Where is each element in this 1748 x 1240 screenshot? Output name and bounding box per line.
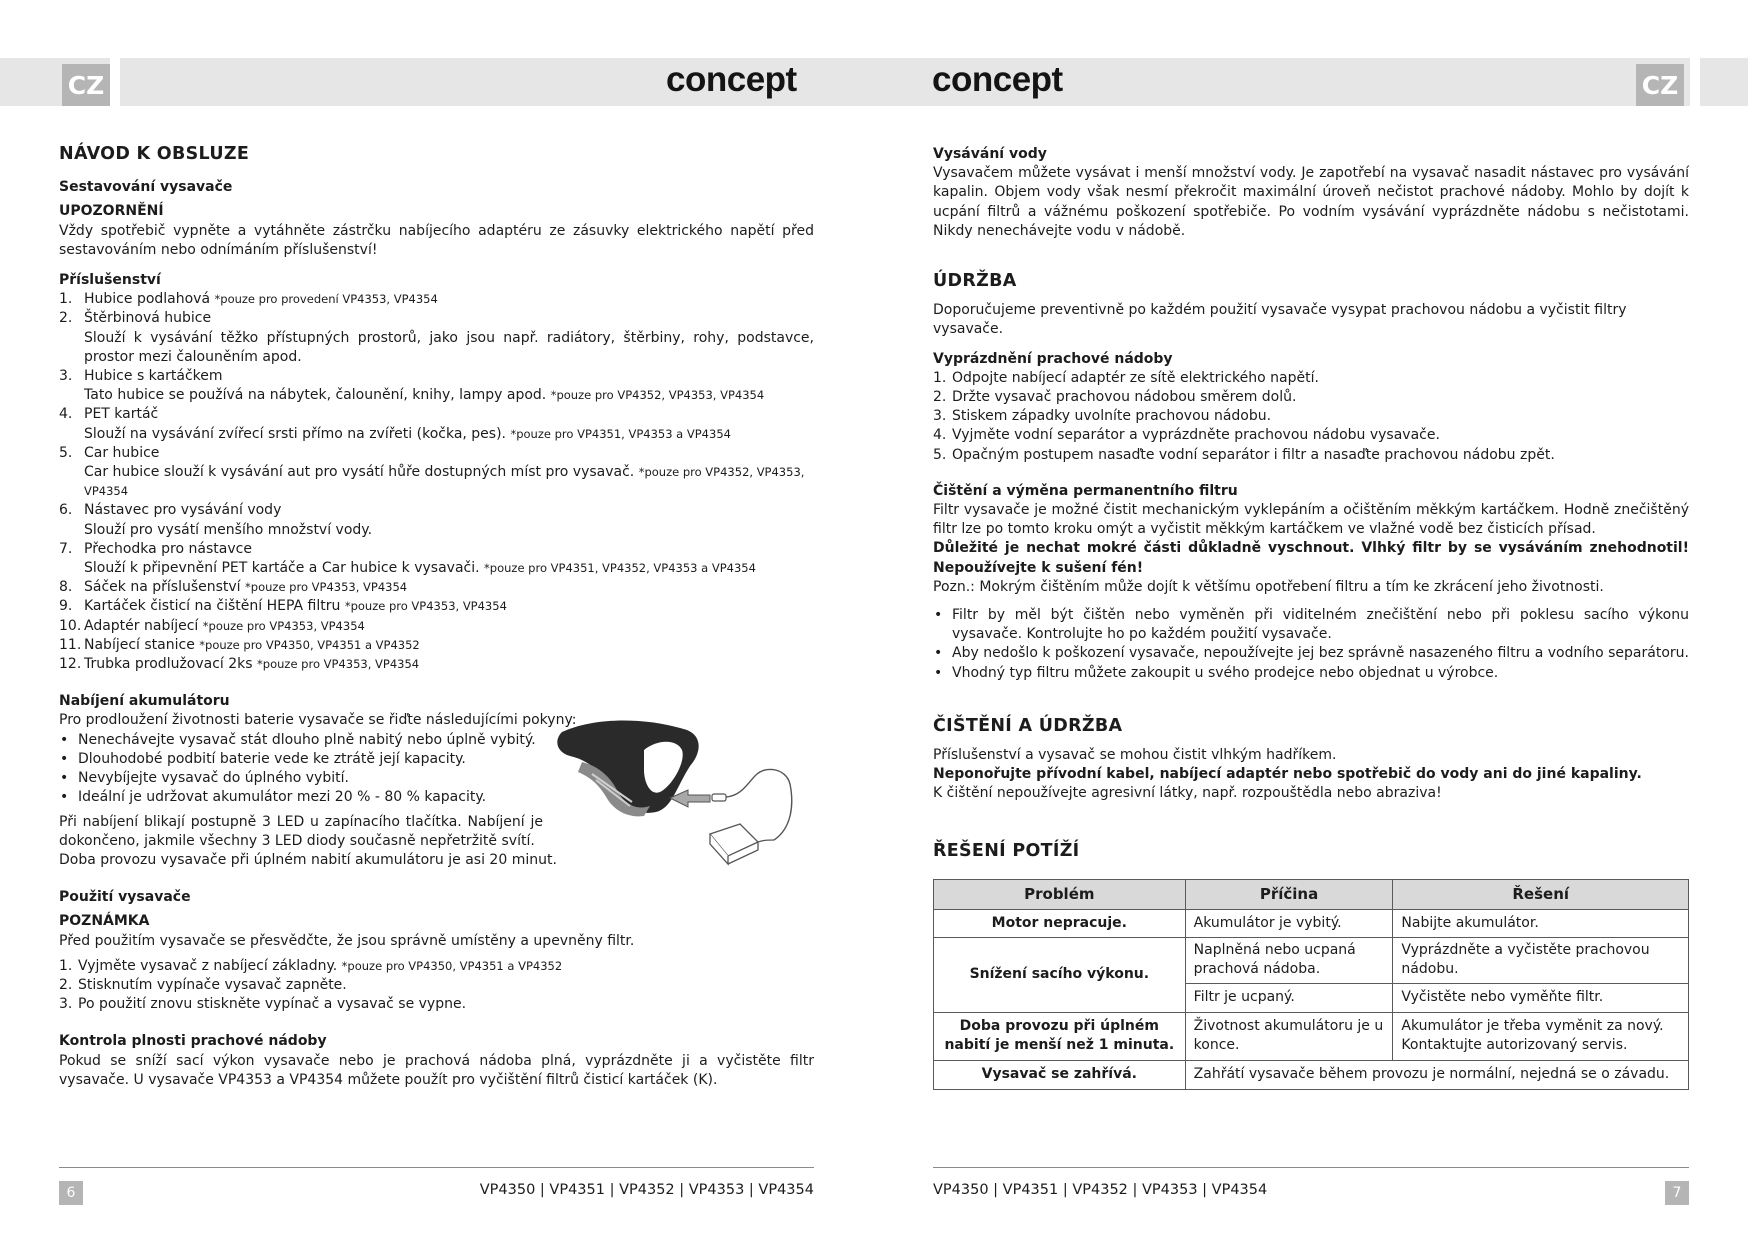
list-item: 2. Štěrbinová hubice Slouží k vysávání těžko přístupných prostorů, jako jsou např. radiátory, štěrbiny, rohy, podstavce, prostor mezi čalouněním apod. [59,310,814,365]
column-header: Řešení [1393,879,1689,909]
column-header: Příčina [1185,879,1393,909]
list-item: 1. Hubice podlahová *pouze pro provedení VP4353, VP4354 [59,291,438,308]
usage-note-text: Před použitím vysavače se přesvědčte, že jsou správně umístěny a upevněny filtr. [59,932,635,949]
list-item: 5. Opačným postupem nasaďte vodní separátor i filtr a nasaďte prachovou nádobu zpět. [933,446,1555,463]
page-number-right: 7 [1665,1181,1689,1205]
charger-adapter-icon [710,770,792,865]
usage-note-label: POZNÁMKA [59,913,150,930]
page-title-instructions: NÁVOD K OBSLUZE [59,144,250,164]
list-item: • Aby nedošlo k poškození vysavače, nepoužívejte jej bez správně nasazeného filtru a vodního separátoru. [933,644,1689,663]
table-row [934,1012,1689,1060]
right-page [933,140,1689,1090]
filter-warning: Důležité je nechat mokré části důkladně vyschnout. Vlhký filtr by se vysáváním znehodnotil! Nepoužívejte k sušení fén! [933,540,1689,576]
cause-cell: Filtr je ucpaný. [1185,983,1393,1012]
list-item: 4. Vyjměte vodní separátor a vyprázdněte prachovou nádobu vysavače. [933,427,1440,444]
badge-gap-left [110,58,120,106]
table-header-row [934,879,1689,909]
list-item: 12. Trubka prodlužovací 2ks *pouze pro VP4353, VP4354 [59,656,420,673]
list-item: 3. Stiskem západky uvolníte prachovou nádobu. [933,408,1272,425]
list-item: • Dlouhodobé podbití baterie vede ke ztrátě její kapacity. [59,750,559,769]
charging-intro: Pro prodloužení životnosti baterie vysavače se řiďte následujícími pokyny: [59,712,577,729]
maintenance-title: ÚDRŽBA [933,271,1017,292]
list-item: 6. Nástavec pro vysávání vody Slouží pro vysátí menšího množství vody. [59,502,373,538]
model-list-right: VP4350 | VP4351 | VP4352 | VP4353 | VP4354 [933,1182,1268,1198]
list-item: • Ideální je udržovat akumulátor mezi 20 % - 80 % kapacity. [59,788,559,807]
table-row [934,909,1689,937]
usage-heading: Použití vysavače [59,889,191,906]
filter-bullets [933,606,1689,683]
problem-cell: Snížení sacího výkonu. [934,937,1186,1012]
troubleshooting-title: ŘEŠENÍ POTÍŽÍ [933,840,1080,861]
empty-heading: Vyprázdnění prachové nádoby [933,350,1173,367]
solution-cell: Akumulátor je třeba vyměnit za nový. Kontaktujte autorizovaný servis. [1393,1012,1689,1060]
filter-text: Filtr vysavače je možné čistit mechanickým vyklepáním a očištěním měkkým kartáčkem. Hodně znečištěný filtr lze po tomto kroku omýt a vyčistit měkkým kartáčkem ve vlažné vodě bez čisticích přísad. [933,502,1689,538]
model-list-left: VP4350 | VP4351 | VP4352 | VP4353 | VP4354 [479,1182,814,1198]
list-item: 3. Hubice s kartáčkem Tato hubice se používá na nábytek, čalounění, knihy, lampy apod. *pouze pro VP4352, VP4353, VP4354 [59,368,765,404]
filter-heading: Čištění a výměna permanentního filtru [933,482,1238,499]
table-row [934,937,1689,983]
list-item: • Filtr by měl být čištěn nebo vyměněn při viditelném znečištění nebo při poklesu sacího výkonu vysavače. Kontrolujte ho po každém použití vysavače. [933,606,1689,644]
charging-heading: Nabíjení akumulátoru [59,693,230,710]
runtime-text: Doba provozu vysavače při úplném nabití akumulátoru je asi 20 minut. [59,851,557,868]
list-item: 2. Stisknutím vypínače vysavač zapněte. [59,976,347,993]
list-item: • Vhodný typ filtru můžete zakoupit u svého prodejce nebo objednat u výrobce. [933,664,1689,683]
solution-cell: Vyčistěte nebo vyměňte filtr. [1393,983,1689,1012]
cause-cell: Akumulátor je vybitý. [1185,909,1393,937]
list-item: 3. Po použití znovu stiskněte vypínač a vysavač se vypne. [59,996,467,1013]
brand-logo-right: concept [932,60,1063,99]
arrow-icon [670,790,710,807]
list-item: • Nevybíjejte vysavač do úplného vybití. [59,769,559,788]
list-item: 5. Car hubice Car hubice slouží k vysávání aut pro vysátí hůře dostupných míst pro vysavač. *pouze pro VP4352, VP4353, VP4354 [59,444,805,499]
cleaning-title: ČIŠTĚNÍ A ÚDRŽBA [933,715,1123,736]
list-item: 1. Vyjměte vysavač z nabíjecí základny. *pouze pro VP4350, VP4351 a VP4352 [59,957,563,974]
language-badge-left: CZ [62,64,110,106]
solution-cell: Nabijte akumulátor. [1393,909,1689,937]
charging-bullets [59,731,559,808]
page-number-left: 6 [59,1181,83,1205]
filter-note: Pozn.: Mokrým čištěním může dojít k většímu opotřebení filtru a tím ke zkrácení jeho životnosti. [933,578,1604,595]
problem-cell: Vysavač se zahřívá. [934,1060,1186,1089]
warning-text: Vždy spotřebič vypněte a vytáhněte zástrčku nabíjecího adaptéru ze zásuvky elektrického napětí před sestavováním nebo odnímáním příslušenství! [59,222,814,258]
badge-gap-right [1690,58,1700,106]
column-header: Problém [934,879,1186,909]
list-item: 9. Kartáček čisticí na čištění HEPA filtru *pouze pro VP4353, VP4354 [59,598,507,615]
list-item: 8. Sáček na příslušenství *pouze pro VP4353, VP4354 [59,579,408,596]
table-row [934,1060,1689,1089]
led-text: Při nabíjení blikají postupně 3 LED u zapínacího tlačítka. Nabíjení je dokončeno, jakmile všechny 3 LED diody současně nepřetržitě svítí. [59,813,543,849]
list-item: 4. PET kartáč Slouží na vysávání zvířecí srsti přímo na zvířeti (kočka, pes). *pouze pro VP4351, VP4353 a VP4354 [59,406,731,442]
list-item: • Nenechávejte vysavač stát dlouho plně nabitý nebo úplně vybitý. [59,731,559,750]
empty-steps [933,369,1689,465]
left-page [59,140,814,1090]
charging-illustration [552,716,822,866]
charging-section [59,692,814,870]
dust-text: Pokud se sníží sací výkon vysavače nebo je prachová nádoba plná, vyprázdněte ji a vyčistěte filtr vysavače. U vysavače VP4353 a VP4354 můžete použít pro vyčištění filtrů čisticí kartáček (K). [59,1052,814,1088]
usage-steps [59,957,814,1015]
assembly-heading: Sestavování vysavače [59,179,233,196]
list-item: 10. Adaptér nabíjecí *pouze pro VP4353, VP4354 [59,617,365,634]
problem-cell: Doba provozu při úplném nabití je menší než 1 minuta. [934,1012,1186,1060]
solution-cell: Vyprázdněte a vyčistěte prachovou nádobu. [1393,937,1689,983]
cause-cell: Naplněná nebo ucpaná prachová nádoba. [1185,937,1393,983]
brand-logo-left: concept [666,60,797,99]
warning-label: UPOZORNĚNÍ [59,203,164,220]
troubleshooting-table [933,879,1689,1090]
water-text: Vysavačem můžete vysávat i menší množství vody. Je zapotřebí na vysavač nasadit nástavec pro vysávání kapalin. Objem vody však nesmí překročit maximální úroveň nečistot prachové nádoby. Mohlo by dojít k ucpání filtrů a vážnému poškození spotřebiče. Po vodním vysávání vyprázdněte nádobu s nečistotami. Nikdy nenechávejte vodu v nádobě. [933,165,1689,239]
accessories-heading: Příslušenství [59,272,161,289]
list-item: 1. Odpojte nabíjecí adaptér ze sítě elektrického napětí. [933,369,1319,386]
water-heading: Vysávání vody [933,146,1047,162]
dust-heading: Kontrola plnosti prachové nádoby [59,1033,327,1050]
language-badge-right: CZ [1636,64,1684,106]
cleaning-line-1: Příslušenství a vysavač se mohou čistit vlhkým hadříkem. [933,747,1337,764]
cause-cell: Životnost akumulátoru je u konce. [1185,1012,1393,1060]
footer-divider-left [59,1167,814,1168]
list-item: 7. Přechodka pro nástavce Slouží k připevnění PET kartáče a Car hubice k vysavači. *pouze pro VP4351, VP4352, VP4353 a VP4354 [59,540,756,577]
maintenance-intro: Doporučujeme preventivně po každém použití vysavače vysypat prachovou nádobu a vyčistit filtry vysavače. [933,302,1627,338]
problem-cell: Motor nepracuje. [934,909,1186,937]
footer-divider-right [933,1167,1689,1168]
accessories-list [59,290,814,674]
cleaning-line-3: K čištění nepoužívejte agresivní látky, např. rozpouštědla nebo abraziva! [933,785,1442,802]
cleaning-line-2: Neponořujte přívodní kabel, nabíjecí adaptér nebo spotřebič do vody ani do jiné kapaliny. [933,766,1642,783]
cause-solution-cell: Zahřátí vysavače během provozu je normální, nejedná se o závadu. [1185,1060,1688,1089]
list-item: 2. Držte vysavač prachovou nádobou směrem dolů. [933,389,1297,406]
list-item: 11. Nabíjecí stanice *pouze pro VP4350, VP4351 a VP4352 [59,636,420,653]
